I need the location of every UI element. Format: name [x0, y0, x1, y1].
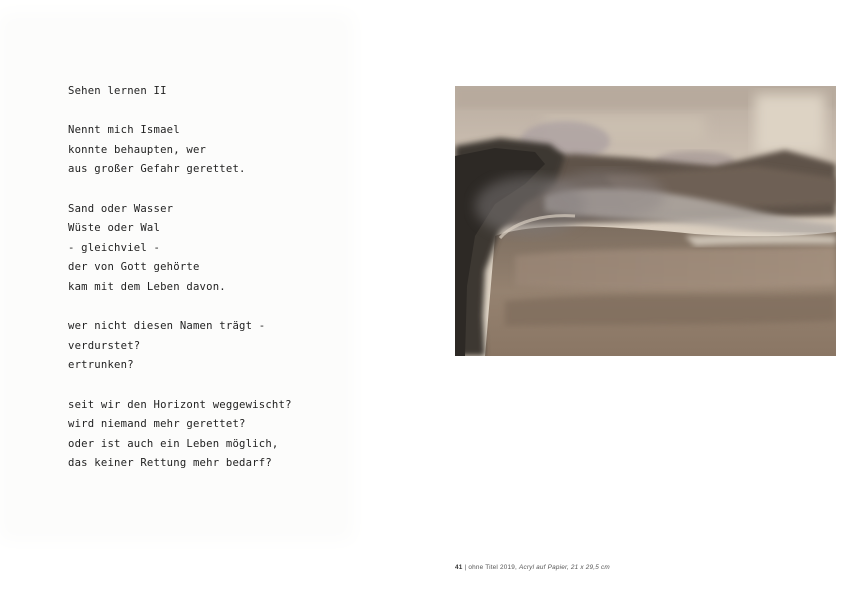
stanza-gap: [68, 376, 292, 396]
poem-line: der von Gott gehörte: [68, 261, 200, 274]
poem-line: Wüste oder Wal: [68, 222, 161, 235]
poem: [68, 82, 292, 474]
poem-line: kam mit dem Leben davon.: [68, 280, 226, 293]
poem-line: wer nicht diesen Namen trägt -: [68, 320, 266, 333]
poem-line: seit wir den Horizont weggewischt?: [68, 398, 292, 411]
poem-line: aus großer Gefahr gerettet.: [68, 163, 246, 176]
poem-line: konnte behaupten, wer: [68, 143, 207, 156]
poem-line: Nennt mich Ismael: [68, 124, 180, 137]
poem-line: oder ist auch ein Leben möglich,: [68, 437, 279, 450]
poem-line: wird niemand mehr gerettet?: [68, 418, 246, 431]
artwork-title: ohne Titel 2019,: [468, 564, 519, 571]
figure-caption: [455, 564, 610, 571]
stanza-gap: [68, 298, 292, 318]
page-number: 41: [455, 564, 463, 571]
poem-line: verdurstet?: [68, 339, 141, 352]
poem-line: Sand oder Wasser: [68, 202, 174, 215]
poem-line: das keiner Rettung mehr bedarf?: [68, 457, 272, 470]
poem-line: - gleichviel -: [68, 241, 161, 254]
stanza-gap: [68, 180, 292, 200]
artwork-medium: Acryl auf Papier, 21 x 29,5 cm: [518, 564, 610, 571]
abstract-painting: [455, 86, 836, 356]
poem-title: Sehen lernen II: [68, 85, 167, 97]
caption-separator: |: [462, 564, 469, 571]
poem-line: ertrunken?: [68, 359, 134, 372]
